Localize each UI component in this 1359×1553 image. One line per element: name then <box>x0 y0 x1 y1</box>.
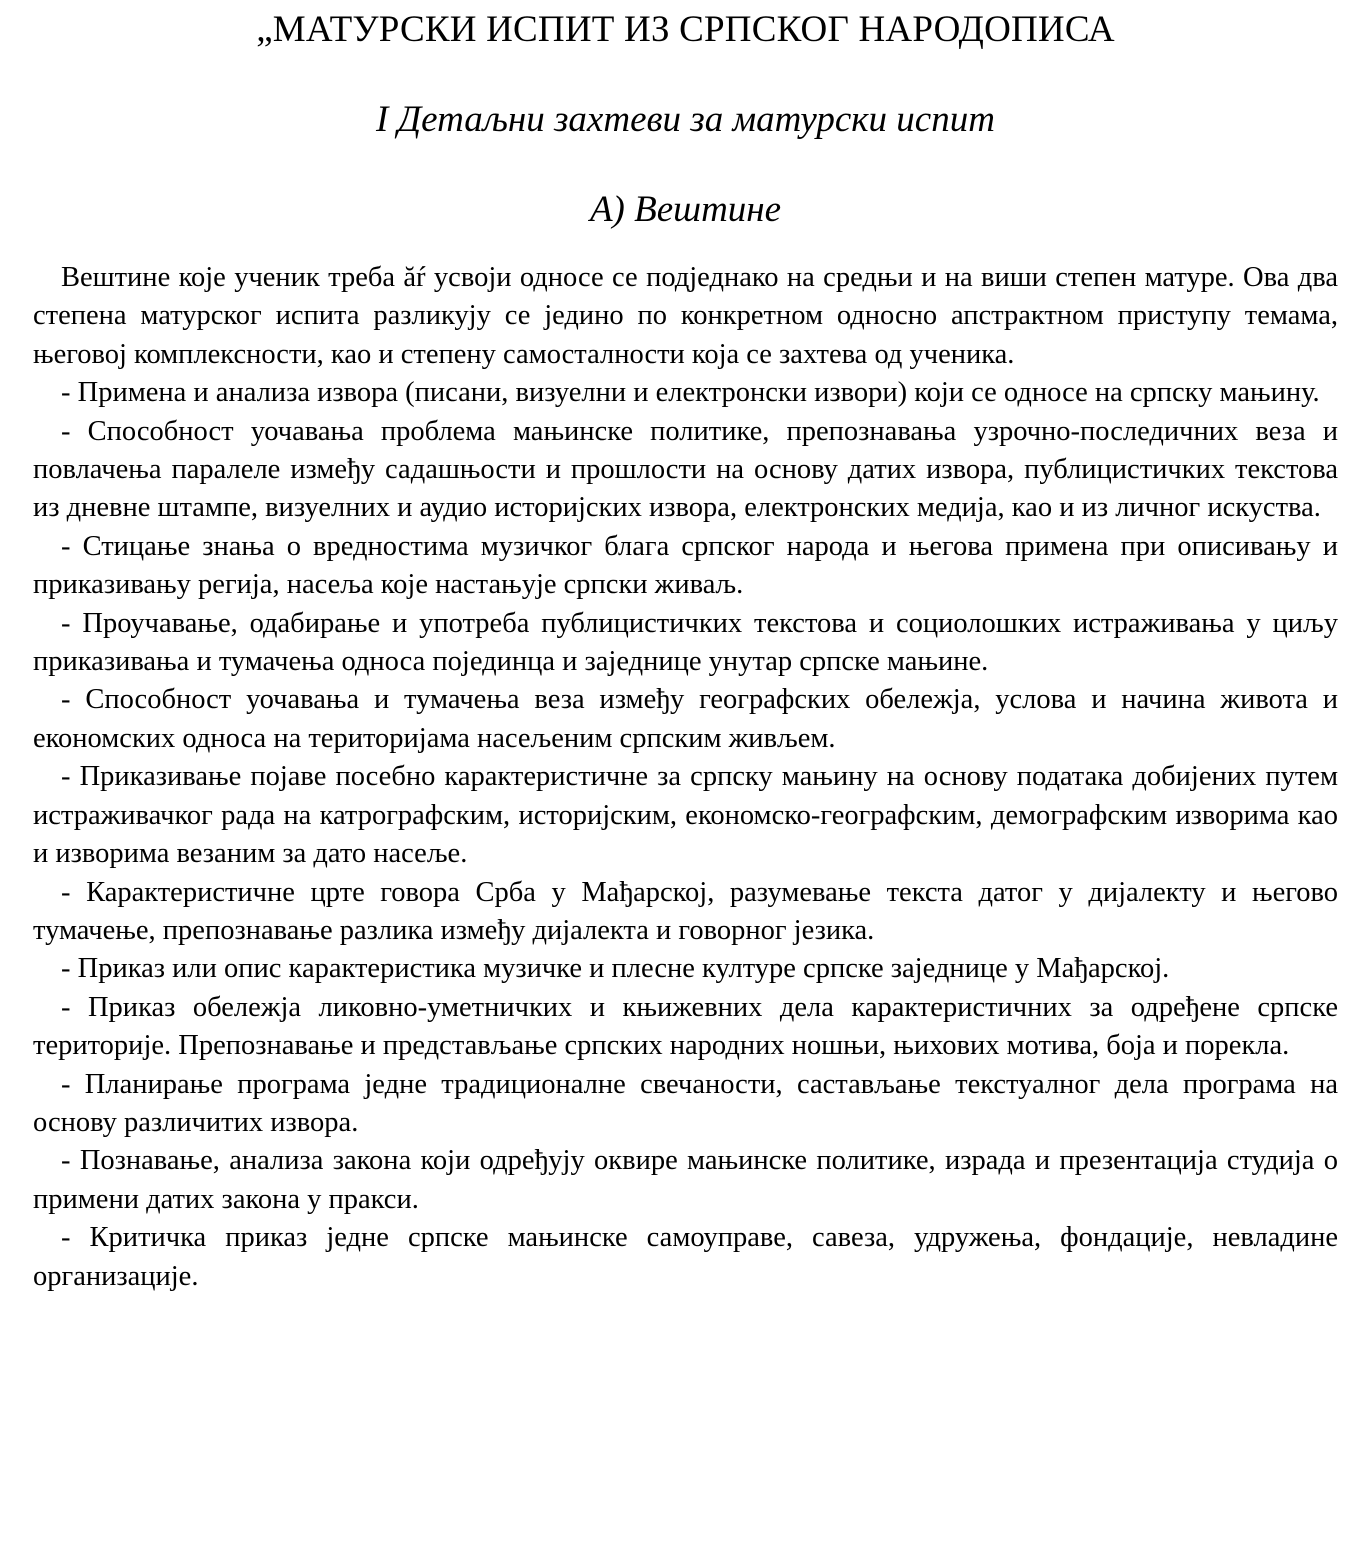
document-subtitle: I Детаљни захтеви за матурски испит <box>376 99 995 140</box>
list-item: - Стицање знања о вредностима музичког блага српског народа и његова примена при описивању и приказивању регија, насеља које настањује српски живаљ. <box>33 530 1338 601</box>
list-item: - Приказ или опис карактеристика музичке и плесне културе српске заједнице у Мађарској. <box>61 953 1170 985</box>
list-item: - Планирање програма једне традиционалне свечаности, састављање текстуалног дела програма на основу различитих извора. <box>33 1068 1338 1138</box>
list-item: - Приказивање појаве посебно карактеристичне за српску мањину на основу података добијених путем истраживачког рада на катрографским, историјским, економско-географским, демографским изворима као и изворима везаним за дато насеље. <box>33 761 1338 870</box>
list-item: - Способност уочавања проблема мањинске политике, препознавања узрочно-последичних веза и повлачења паралеле између садашњости и прошлости на основу датих извора, публицистичких текстова из дневне штампе, визуелних и аудио историјских извора, електронских медија, као и из личног искуства. <box>33 415 1338 524</box>
section-heading: A) Вештине <box>589 189 782 230</box>
list-item: - Приказ обележја ликовно-уметничких и књижевних дела карактеристичних за одређене српске територије. Препознавање и представљање српских народних ношњи, њихових мотива, боја и порекла. <box>33 991 1338 1062</box>
list-item: - Примена и анализа извора (писани, визуелни и електронски извори) који се односе на српску мањину. <box>61 377 1320 409</box>
list-item: - Способност уочавања и тумачења веза између географских обележја, услова и начина живота и економских односа на територијама насељеним српским живљем. <box>33 684 1338 754</box>
list-item: - Проучавање, одабирање и употреба публицистичких текстова и социолошких истраживања у циљу приказивања и тумачења односа појединца и заједнице унутар српске мањине. <box>33 607 1338 678</box>
list-item: - Критичка приказ једне српске мањинске самоуправе, савеза, удружења, фондације, невладине организације. <box>33 1222 1338 1292</box>
document-page <box>33 0 1338 1296</box>
list-item: - Познавање, анализа закона који одређују оквире мањинске политике, израда и презентација студија о примени датих закона у пракси. <box>33 1145 1338 1215</box>
document-body <box>33 259 1338 1296</box>
list-item: - Карактеристичне црте говора Срба у Мађарској, разумевање текста датог у дијалекту и његово тумачење, препознавање разлика између дијалекта и говорног језика. <box>33 876 1338 946</box>
document-title: „МАТУРСКИ ИСПИТ ИЗ СРПСКОГ НАРОДОПИСА <box>256 9 1115 50</box>
intro-paragraph: Вештине које ученик треба ăŕ усвоји односе се подједнако на средњи и на виши степен матуре. Ова два степена матурског испита разликују се једино по конкретном односно апстрактном приступу темама, његовој комплексности, као и степену самосталности која се захтева од ученика. <box>33 262 1338 370</box>
